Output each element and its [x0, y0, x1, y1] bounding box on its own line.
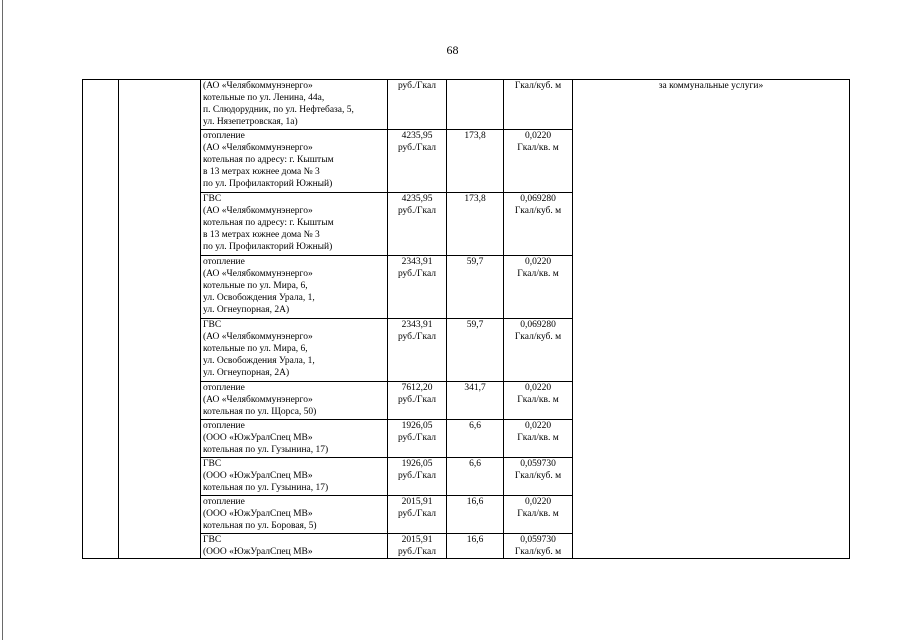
service-description-cell-line: котельные по ул. Мира, 6,: [203, 281, 308, 291]
table-row: [83, 80, 850, 130]
service-description-cell-line: котельная по ул. Гузынина, 17): [203, 445, 329, 455]
consumption-cell: [447, 80, 504, 130]
norm-cell-line: 0,059730: [520, 535, 556, 545]
tariff-cell-line: руб./Гкал: [397, 433, 437, 443]
consumption-value: 173,8: [464, 131, 486, 141]
tariff-cell: [388, 130, 447, 193]
norm-cell: [504, 534, 573, 559]
tariff-cell: [388, 193, 447, 256]
norm-cell: [504, 80, 573, 130]
service-description-cell-line: отопление: [203, 383, 245, 393]
tariff-cell-line: 2015,91: [401, 497, 433, 507]
service-description-cell-line: отопление: [203, 257, 245, 267]
service-description-cell-line: (ООО «ЮжУралСпец МВ»: [203, 471, 313, 481]
service-description-cell-line: ГВС: [203, 320, 222, 330]
tariff-cell-line: руб./Гкал: [397, 509, 437, 519]
tariff-cell: [388, 80, 447, 130]
service-description-cell-line: (ООО «ЮжУралСпец МВ»: [203, 433, 313, 443]
norm-cell-line: Гкал/кв. м: [517, 395, 559, 405]
service-description-cell: [201, 80, 388, 130]
norm-cell-line: 0,059730: [520, 459, 556, 469]
norm-cell: [504, 130, 573, 193]
service-description-cell-line: отопление: [203, 497, 245, 507]
service-description-cell-line: котельная по адресу: г. Кыштым: [203, 155, 334, 165]
service-description-cell: [201, 496, 388, 534]
service-description-cell-line: по ул. Профилакторий Южный): [203, 179, 333, 189]
service-description-cell: [201, 130, 388, 193]
tariff-cell-line: руб./Гкал: [397, 471, 437, 481]
service-description-cell-line: (АО «Челябкоммунэнерго»: [203, 143, 313, 153]
consumption-cell: [447, 496, 504, 534]
norm-cell-line: Гкал/куб. м: [514, 81, 562, 91]
tariff-cell-line: 2343,91: [401, 257, 433, 267]
service-description-cell-line: (АО «Челябкоммунэнерго»: [203, 206, 313, 216]
tariff-cell-line: 7612,20: [401, 383, 433, 393]
norm-cell-line: 0,069280: [520, 320, 556, 330]
consumption-value: 6,6: [469, 421, 481, 431]
norm-cell-line: Гкал/куб. м: [514, 547, 562, 557]
service-description-cell: [201, 319, 388, 382]
service-description-cell-line: котельная по ул. Гузынина, 17): [203, 483, 329, 493]
service-description-cell: [201, 420, 388, 458]
scan-edge-line: [2, 0, 3, 640]
tariff-cell: [388, 319, 447, 382]
norm-cell-line: 0,0220: [524, 497, 552, 507]
consumption-cell: [447, 130, 504, 193]
tariff-cell: [388, 256, 447, 319]
table-body: [83, 80, 850, 559]
tariff-cell-line: 4235,95: [401, 194, 433, 204]
norm-cell: [504, 382, 573, 420]
consumption-value: 16,6: [466, 535, 484, 545]
consumption-cell: [447, 193, 504, 256]
norm-cell-line: 0,0220: [524, 383, 552, 393]
service-description-cell-line: отопление: [203, 421, 245, 431]
service-description-cell-line: котельные по ул. Ленина, 44а,: [203, 93, 325, 103]
service-description-cell: [201, 534, 388, 559]
service-description-cell-line: ул. Освобождения Урала, 1,: [203, 293, 315, 303]
consumption-cell: [447, 319, 504, 382]
consumption-value: 341,7: [464, 383, 486, 393]
service-description-cell-line: (ООО «ЮжУралСпец МВ»: [203, 547, 313, 557]
service-description-cell-line: ГВС: [203, 535, 222, 545]
norm-cell-line: Гкал/кв. м: [517, 509, 559, 519]
service-description-cell-line: ГВС: [203, 459, 222, 469]
tariff-cell: [388, 382, 447, 420]
service-description-cell: [201, 382, 388, 420]
service-description-cell-line: п. Слюдорудник, по ул. Нефтебаза, 5,: [203, 105, 354, 115]
service-description-cell-line: по ул. Профилакторий Южный): [203, 242, 333, 252]
service-description-cell-line: ул. Огнеупорная, 2А): [203, 368, 290, 378]
norm-cell-line: 0,0220: [524, 257, 552, 267]
consumption-value: 59,7: [466, 320, 484, 330]
norm-cell-line: Гкал/куб. м: [514, 206, 562, 216]
service-description-cell-line: котельная по адресу: г. Кыштым: [203, 218, 334, 228]
tariff-cell-line: руб./Гкал: [397, 206, 437, 216]
tariff-cell-line: 2343,91: [401, 320, 433, 330]
tariff-cell-line: руб./Гкал: [397, 269, 437, 279]
tariff-cell-line: 1926,05: [401, 421, 433, 431]
norm-cell-line: Гкал/кв. м: [517, 143, 559, 153]
tariff-cell-line: руб./Гкал: [397, 143, 437, 153]
consumption-cell: [447, 382, 504, 420]
consumption-cell: [447, 420, 504, 458]
service-description-cell-line: ул. Нязепетровская, 1а): [203, 117, 298, 127]
tariff-cell: [388, 534, 447, 559]
consumption-value: 59,7: [466, 257, 484, 267]
norm-cell-line: Гкал/куб. м: [514, 471, 562, 481]
tariff-cell-line: руб./Гкал: [397, 81, 437, 91]
note-cell: [573, 80, 850, 559]
norm-cell: [504, 458, 573, 496]
category-cell: [119, 80, 201, 559]
service-description-cell-line: котельная по ул. Боровая, 5): [203, 521, 317, 531]
service-description-cell-line: (АО «Челябкоммунэнерго»: [203, 395, 313, 405]
norm-cell: [504, 256, 573, 319]
tariff-cell-line: руб./Гкал: [397, 547, 437, 557]
tariff-cell: [388, 420, 447, 458]
service-description-cell-line: (ООО «ЮжУралСпец МВ»: [203, 509, 313, 519]
consumption-cell: [447, 458, 504, 496]
norm-cell-line: Гкал/кв. м: [517, 433, 559, 443]
norm-cell-line: Гкал/куб. м: [514, 332, 562, 342]
service-description-cell: [201, 458, 388, 496]
service-description-cell-line: котельная по ул. Щорса, 50): [203, 407, 317, 417]
norm-cell-line: 0,069280: [520, 194, 556, 204]
tariff-cell: [388, 496, 447, 534]
norm-cell: [504, 420, 573, 458]
service-description-cell: [201, 256, 388, 319]
norm-cell-line: 0,0220: [524, 421, 552, 431]
norm-cell: [504, 319, 573, 382]
norm-cell-line: Гкал/кв. м: [517, 269, 559, 279]
service-description-cell: [201, 193, 388, 256]
service-description-cell-line: ул. Освобождения Урала, 1,: [203, 356, 315, 366]
service-description-cell-line: в 13 метрах южнее дома № 3: [203, 230, 320, 240]
tariff-table: [82, 79, 850, 559]
service-description-cell-line: (АО «Челябкоммунэнерго»: [203, 81, 313, 91]
service-description-cell-line: ул. Огнеупорная, 2А): [203, 305, 290, 315]
tariff-cell-line: 4235,95: [401, 131, 433, 141]
service-description-cell-line: котельные по ул. Мира, 6,: [203, 344, 308, 354]
tariff-cell: [388, 458, 447, 496]
consumption-value: 173,8: [464, 194, 486, 204]
service-description-cell-line: в 13 метрах южнее дома № 3: [203, 167, 320, 177]
page-number: 68: [446, 43, 459, 57]
service-description-cell-line: (АО «Челябкоммунэнерго»: [203, 332, 313, 342]
tariff-cell-line: руб./Гкал: [397, 395, 437, 405]
consumption-value: 16,6: [466, 497, 484, 507]
norm-cell-line: 0,0220: [524, 131, 552, 141]
service-description-cell-line: ГВС: [203, 194, 222, 204]
consumption-value: 6,6: [469, 459, 481, 469]
tariff-cell-line: 2015,91: [401, 535, 433, 545]
norm-cell: [504, 496, 573, 534]
consumption-cell: [447, 534, 504, 559]
norm-cell: [504, 193, 573, 256]
tariff-cell-line: 1926,05: [401, 459, 433, 469]
consumption-cell: [447, 256, 504, 319]
tariff-cell-line: руб./Гкал: [397, 332, 437, 342]
note-text: за коммунальные услуги»: [658, 81, 764, 91]
service-description-cell-line: (АО «Челябкоммунэнерго»: [203, 269, 313, 279]
row-number-cell: [83, 80, 119, 559]
service-description-cell-line: отопление: [203, 131, 245, 141]
